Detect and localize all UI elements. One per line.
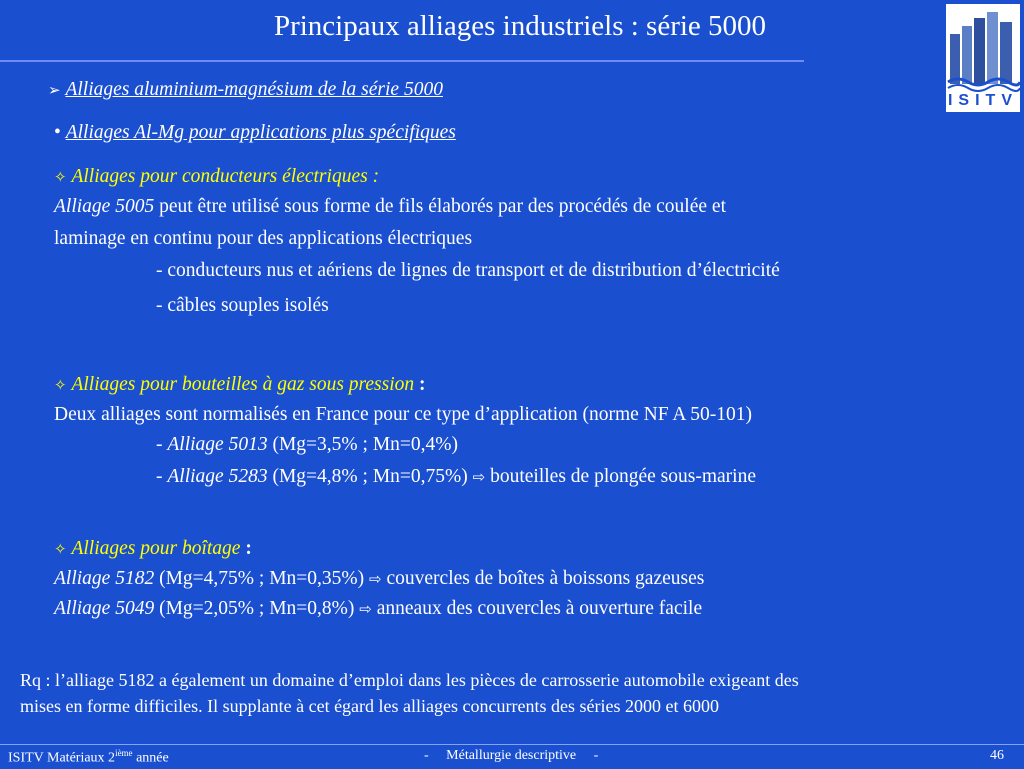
logo-letters: ISITV (947, 92, 1018, 109)
footer-subject: - Métallurgie descriptive - (424, 748, 599, 763)
star-bullet-icon: ✧ (54, 540, 67, 558)
title-divider (0, 60, 804, 62)
arrow-right-icon: ⇨ (369, 570, 382, 588)
arrow-right-icon: ⇨ (359, 600, 372, 618)
remark-line1: Rq : l’alliage 5182 a également un domaine d’emploi dans les pièces de carrosserie automobile exigeant des (20, 670, 799, 690)
heading-level2: • Alliages Al-Mg pour applications plus spécifiques (54, 122, 456, 143)
section2-item1: - Alliage 5013 (Mg=3,5% ; Mn=0,4%) (156, 434, 459, 455)
slide-footer (0, 744, 1024, 769)
section3-heading: ✧ Alliages pour boîtage : (54, 538, 252, 559)
arrow-right-icon: ⇨ (472, 468, 486, 486)
section2-text: Deux alliages sont normalisés en France pour ce type d’application (norme NF A 50-101) (54, 404, 753, 425)
arrow-bullet-icon: ➢ (48, 81, 61, 99)
section3-line2: Alliage 5049 (Mg=2,05% ; Mn=0,8%) ⇨ anneaux des couvercles à ouverture facile (54, 598, 703, 619)
section1-text1: Alliage 5005 peut être utilisé sous forme de fils élaborés par des procédés de coulée et (54, 196, 726, 217)
section1-text2: laminage en continu pour des applications électriques (54, 228, 473, 249)
heading-level1: ➢ Alliages aluminium-magnésium de la série 5000 (48, 79, 443, 100)
star-bullet-icon: ✧ (54, 376, 67, 394)
isitv-logo (946, 4, 1020, 112)
section3-line1: Alliage 5182 (Mg=4,75% ; Mn=0,35%) ⇨ couvercles de boîtes à boissons gazeuses (54, 568, 705, 589)
section2-heading: ✧ Alliages pour bouteilles à gaz sous pression : (54, 374, 426, 395)
dot-bullet-icon: • (54, 122, 61, 143)
section1-item2: - câbles souples isolés (156, 295, 329, 316)
section2-item2: - Alliage 5283 (Mg=4,8% ; Mn=0,75%) ⇨ bouteilles de plongée sous-marine (156, 466, 756, 487)
footer-course: ISITV Matériaux 2ième année (8, 748, 169, 766)
star-bullet-icon: ✧ (54, 168, 67, 186)
section1-item1: - conducteurs nus et aériens de lignes de transport et de distribution d’électricité (156, 260, 780, 281)
slide-title: Principaux alliages industriels : série 5000 (273, 10, 767, 42)
section1-heading: ✧ Alliages pour conducteurs électriques : (54, 166, 380, 187)
remark-line2: mises en forme difficiles. Il supplante à cet égard les alliages concurrents des séries 2000 et 6000 (20, 696, 719, 716)
footer-page-number: 46 (990, 748, 1004, 763)
